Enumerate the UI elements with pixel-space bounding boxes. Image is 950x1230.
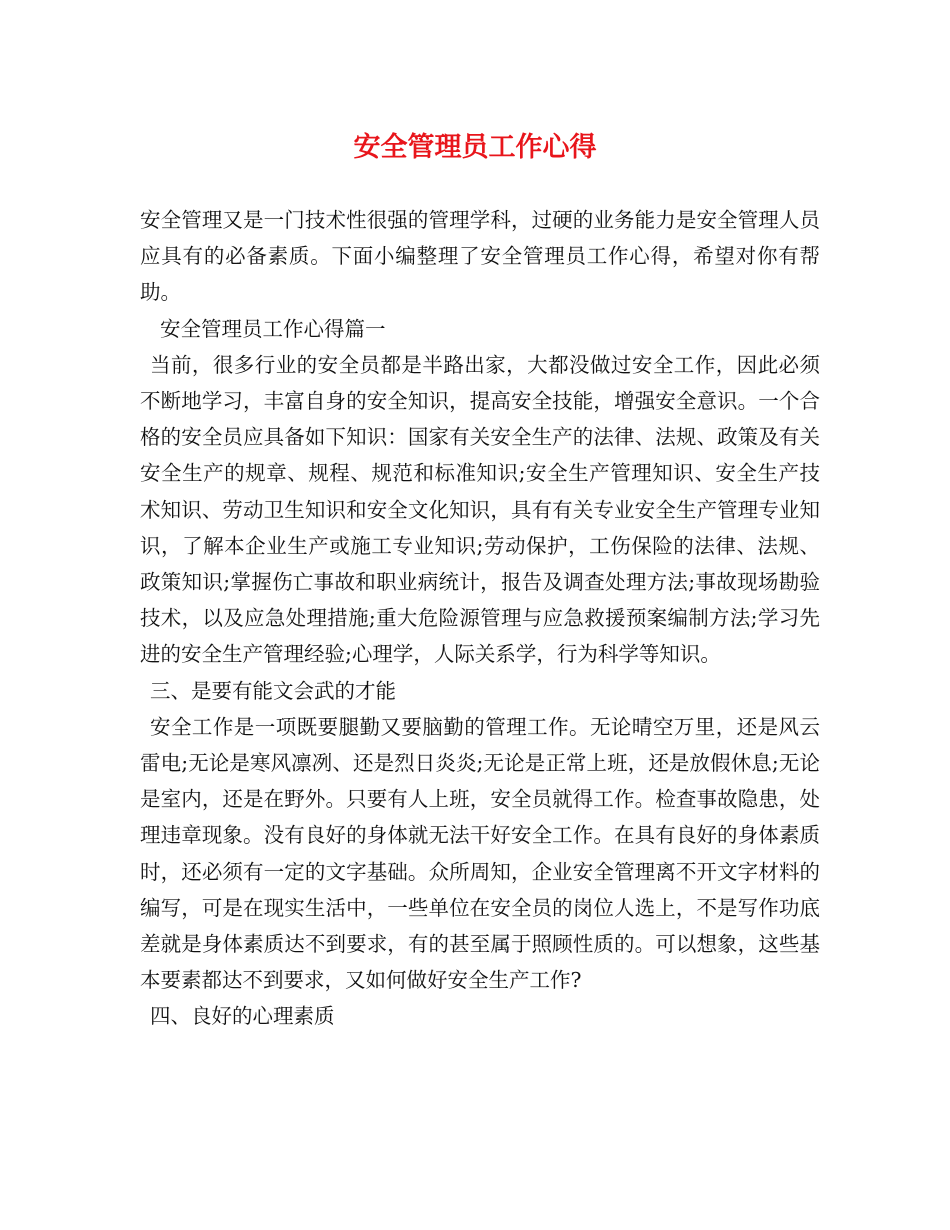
body-paragraph-knowledge: 当前，很多行业的安全员都是半路出家，大都没做过安全工作，因此必须不断地学习，丰富自身的安全知识，提高安全技能，增强安全意识。一个合格的安全员应具备如下知识：国家有关安全生产的法律、法规、政策及有关安全生产的规章、规程、规范和标准知识;安全生产管理知识、安全生产技术知识、劳动卫生知识和安全文化知识，具有有关专业安全生产管理专业知识，了解本企业生产或施工专业知识;劳动保护，工伤保险的法律、法规、政策知识;掌握伤亡事故和职业病统计，报告及调查处理方法;事故现场勘验技术，以及应急处理措施;重大危险源管理与应急救援预案编制方法;学习先进的安全生产管理经验;心理学，人际关系学，行为科学等知识。 xyxy=(140,352,820,667)
document-body xyxy=(140,202,820,1035)
document-title: 安全管理员工作心得 xyxy=(353,132,597,163)
body-paragraph-abilities: 安全工作是一项既要腿勤又要脑勤的管理工作。无论晴空万里，还是风云雷电;无论是寒风凛冽、还是烈日炎炎;无论是正常上班，还是放假休息;无论是室内，还是在野外。只要有人上班，安全员就得工作。检查事故隐患，处理违章现象。没有良好的身体就无法干好安全工作。在具有良好的身体素质时，还必须有一定的文字基础。众所周知，企业安全管理离不开文字材料的编写，可是在现实生活中，一些单位在安全员的岗位人选上，不是写作功底差就是身体素质达不到要求，有的甚至属于照顾性质的。可以想象，这些基本要素都达不到要求，又如何做好安全生产工作? xyxy=(140,714,820,993)
intro-paragraph: 安全管理又是一门技术性很强的管理学科，过硬的业务能力是安全管理人员应具有的必备素质。下面小编整理了安全管理员工作心得，希望对你有帮助。 xyxy=(140,208,820,305)
section-heading-part-one: 安全管理员工作心得篇一 xyxy=(160,316,386,341)
section-heading-three: 三、是要有能文会武的才能 xyxy=(150,678,396,703)
section-heading-four: 四、良好的心理素质 xyxy=(150,1004,335,1029)
